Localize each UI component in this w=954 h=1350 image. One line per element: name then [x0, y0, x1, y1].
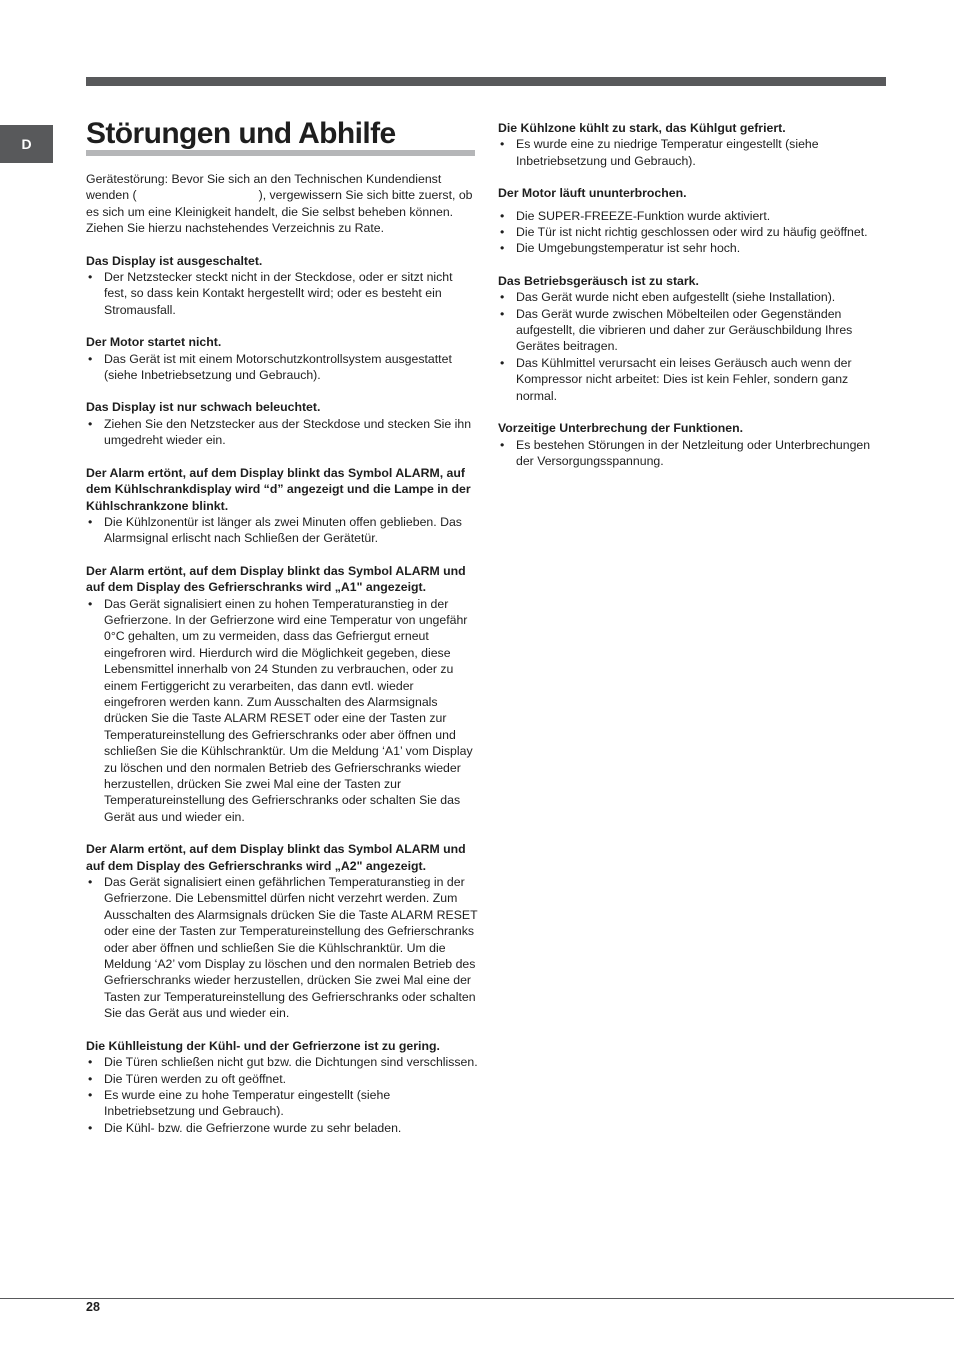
troubleshooting-section — [86, 563, 478, 826]
bullet-item: • Die Türen schließen nicht gut bzw. die Dichtungen sind verschlissen. — [86, 1054, 478, 1070]
bullet-item: • Es wurde eine zu niedrige Temperatur eingestellt (siehe Inbetriebsetzung und Gebrauch). — [498, 136, 883, 169]
section-heading: Der Alarm ertönt, auf dem Display blinkt das Symbol ALARM, auf dem Kühlschrankdisplay wird “d” angezeigt und die Lampe in der Kühlschrankzone blinkt. — [86, 465, 471, 513]
bullet-list — [498, 289, 883, 404]
page-number: 28 — [86, 1300, 100, 1314]
section-heading: Der Alarm ertönt, auf dem Display blinkt das Symbol ALARM und auf dem Display des Gefrierschranks wird „A2" angezeigt. — [86, 842, 466, 873]
bullet-item: • Das Gerät ist mit einem Motorschutzkontrollsystem ausgestattet (siehe Inbetriebsetzung und Gebrauch). — [86, 351, 478, 384]
troubleshooting-section — [86, 1038, 478, 1136]
bullet-item: • Die Kühl- bzw. die Gefrierzone wurde zu sehr beladen. — [86, 1120, 478, 1136]
bullet-list — [498, 437, 883, 470]
bullet-item: • Das Gerät wurde nicht eben aufgestellt (siehe Installation). — [498, 289, 883, 305]
bullet-item: • Das Gerät signalisiert einen gefährlichen Temperaturanstieg in der Gefrierzone. Die Lebensmittel dürfen nicht verzehrt werden. Zum Ausschalten des Alarmsignals drücken Sie die Taste ALARM RESET oder eine der Tasten zur Temperatureinstellung des Gefrierschranks oder aber öffnen und schließen Sie die Kühlschranktür. Um die Meldung ‘A2’ vom Display zu löschen und den normalen Betrieb des Gefrierschranks wieder herzustellen, drücken Sie zwei Mal eine der Tasten zur Temperatureinstellung des Gefrierschranks oder schalten Sie das Gerät aus und wieder ein. — [86, 874, 478, 1022]
bullet-list — [86, 874, 478, 1022]
bullet-item: • Die SUPER-FREEZE-Funktion wurde aktiviert. — [498, 208, 883, 224]
section-heading: Das Display ist nur schwach beleuchtet. — [86, 400, 321, 415]
bullet-list — [498, 208, 883, 257]
bullet-list — [86, 351, 478, 384]
bullet-list — [86, 269, 478, 318]
troubleshooting-section — [86, 399, 478, 448]
bullet-item: • Ziehen Sie den Netzstecker aus der Steckdose und stecken Sie ihn umgedreht wieder ein. — [86, 416, 478, 449]
bullet-item: • Es wurde eine zu hohe Temperatur eingestellt (siehe Inbetriebsetzung und Gebrauch). — [86, 1087, 478, 1120]
troubleshooting-section — [498, 185, 883, 257]
intro-paragraph — [86, 171, 478, 237]
troubleshooting-section — [498, 420, 883, 469]
section-heading: Das Display ist ausgeschaltet. — [86, 253, 263, 268]
bullet-item: • Das Gerät signalisiert einen zu hohen Temperaturanstieg in der Gefrierzone. In der Gefrierzone wird eine Temperatur von ungefähr 0°C gehalten, um zu vermeiden, dass das Gefriergut erneut eingefroren wird. Hierdurch wird die Möglichkeit gegeben, diese Lebensmittel innerhalb von 24 Stunden zu verbrauchen, oder zu einem Fertiggericht zu verarbeiten, das dann evtl. wieder eingefroren werden kann. Zum Ausschalten des Alarmsignals drücken Sie die Taste ALARM RESET oder eine der Tasten zur Temperatureinstellung des Gefrierschranks oder aber öffnen und schließen Sie die Kühlschranktür. Um die Meldung ‘A1’ vom Display zu löschen und den normalen Betrieb des Gefrierschranks wieder herzustellen, drücken Sie zwei Mal eine der Tasten zur Temperatureinstellung des Gefrierschranks oder schalten Sie das Gerät aus und wieder ein. — [86, 596, 478, 826]
troubleshooting-section — [498, 273, 883, 404]
language-tab: D — [0, 125, 53, 163]
intro-text-b: ), vergewissern Sie sich bitte zuerst, ob es sich um eine Kleinigkeit handelt, die Sie selbst beheben können. Ziehen Sie hierzu nachstehendes Verzeichnis zu Rate. — [86, 188, 473, 236]
header-bar — [86, 77, 886, 86]
section-heading: Die Kühlzone kühlt zu stark, das Kühlgut gefriert. — [498, 121, 786, 135]
intro-text-a: Gerätestörung: Bevor Sie sich an den Technischen Kundendienst wenden ( — [86, 172, 442, 203]
section-heading: Der Alarm ertönt, auf dem Display blinkt das Symbol ALARM und auf dem Display des Gefrierschranks wird „A1" angezeigt. — [86, 563, 466, 595]
troubleshooting-section — [498, 120, 883, 169]
section-heading: Das Betriebsgeräusch ist zu stark. — [498, 273, 699, 288]
bullet-list — [86, 596, 478, 826]
troubleshooting-section — [86, 841, 478, 1021]
left-sections — [86, 253, 478, 1137]
right-column — [498, 120, 883, 485]
bullet-item: • Das Gerät wurde zwischen Möbelteilen oder Gegenständen aufgestellt, die vibrieren und daher zur Geräuschbildung Ihres Gerätes beitragen. — [498, 306, 883, 355]
bullet-item: • Es bestehen Störungen in der Netzleitung oder Unterbrechungen der Versorgungsspannung. — [498, 437, 883, 470]
bullet-item: • Das Kühlmittel verursacht ein leises Geräusch auch wenn der Kompressor nicht arbeitet: Dies ist kein Fehler, sondern ganz normal. — [498, 355, 883, 404]
troubleshooting-section — [86, 465, 478, 547]
troubleshooting-section — [86, 334, 478, 383]
right-sections — [498, 120, 883, 469]
left-column — [86, 171, 478, 1152]
section-heading: Vorzeitige Unterbrechung der Funktionen. — [498, 421, 744, 436]
bullet-list — [86, 514, 478, 547]
title-underline — [86, 150, 475, 156]
bullet-item: • Die Umgebungstemperatur ist sehr hoch. — [498, 240, 883, 256]
bullet-item: • Der Netzstecker steckt nicht in der Steckdose, oder er sitzt nicht fest, so dass kein Kontakt hergestellt wird; oder es besteht ein Stromausfall. — [86, 269, 478, 318]
bullet-list — [86, 1054, 478, 1136]
page-title: Störungen und Abhilfe — [86, 117, 396, 150]
section-heading: Der Motor startet nicht. — [86, 335, 222, 350]
section-heading: Der Motor läuft ununterbrochen. — [498, 186, 687, 201]
bullet-list — [86, 416, 478, 449]
footer-rule — [0, 1298, 954, 1299]
bullet-item: • Die Kühlzonentür ist länger als zwei Minuten offen geblieben. Das Alarmsignal erlischt nach Schließen der Gerätetür. — [86, 514, 478, 547]
bullet-item: • Die Türen werden zu oft geöffnet. — [86, 1071, 478, 1087]
bullet-item: • Die Tür ist nicht richtig geschlossen oder wird zu häufig geöffnet. — [498, 224, 883, 240]
section-heading: Die Kühlleistung der Kühl- und der Gefrierzone ist zu gering. — [86, 1038, 440, 1053]
troubleshooting-section — [86, 253, 478, 319]
bullet-list — [498, 136, 883, 169]
